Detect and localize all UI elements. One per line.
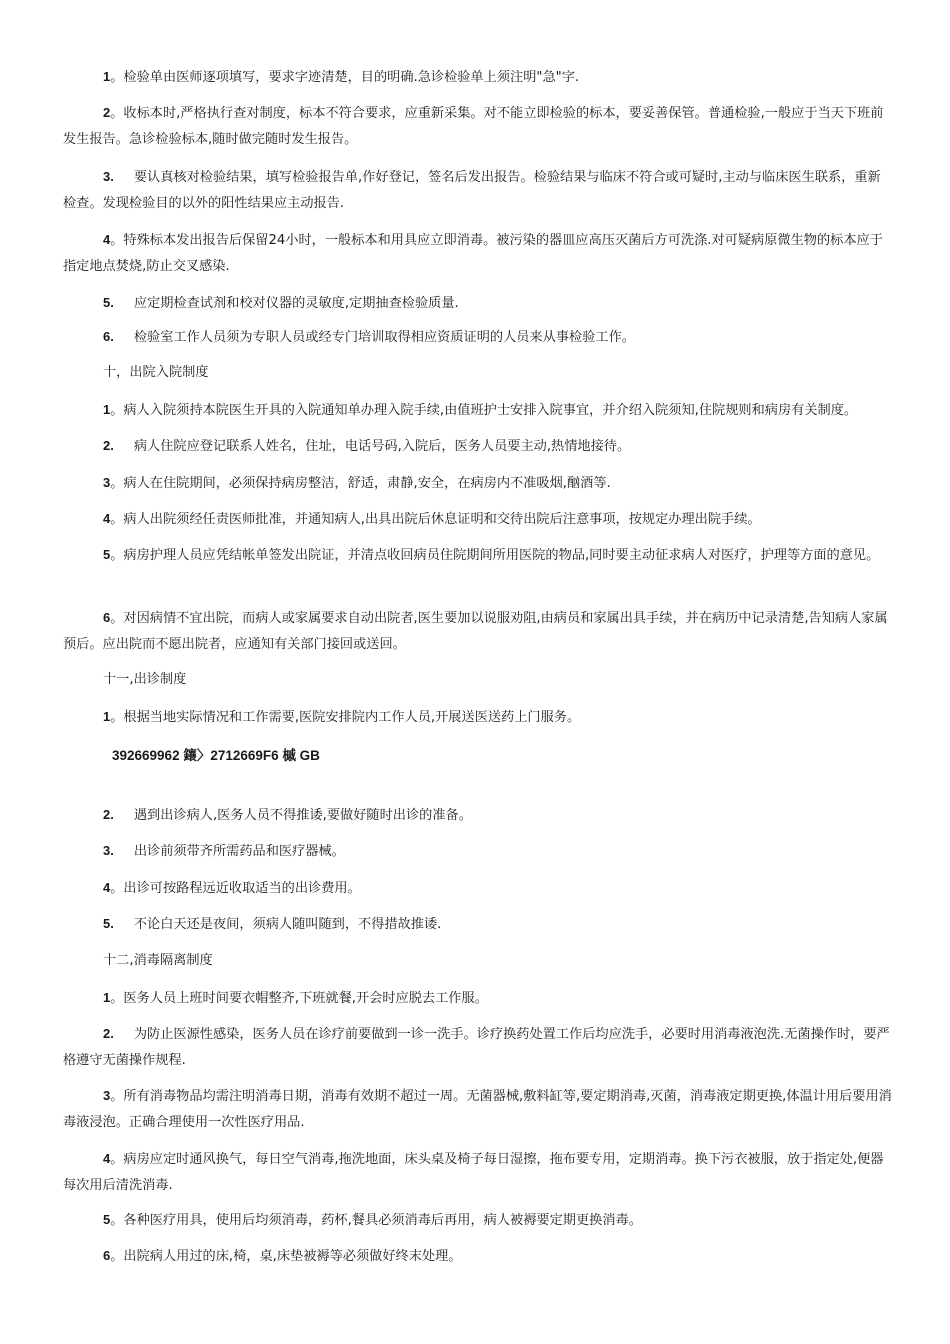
rule-item xyxy=(63,64,893,91)
item-text: 。病人入院须持本院医生开具的入院通知单办理入院手续,由值班护士安排入院事宜，并介绍入院须知,住院规则和病房有关制度。 xyxy=(110,403,858,418)
item-text: 遇到出诊病人,医务人员不得推诿,要做好随时出诊的准备。 xyxy=(133,808,472,823)
item-text: 。病房应定时通风换气，每日空气消毒,拖洗地面，床头桌及椅子每日湿擦，拖布要专用，定期消毒。换下污衣被服，放于指定处,便器每次用后清洗消毒. xyxy=(63,1152,884,1193)
item-text: 。出诊可按路程远近收取适当的出诊费用。 xyxy=(110,881,361,896)
section-heading: 十，出院入院制度 xyxy=(103,365,209,380)
rule-item xyxy=(63,1207,893,1234)
item-number: 4 xyxy=(103,1151,111,1166)
rule-item xyxy=(63,542,893,569)
item-text: 。检验单由医师逐项填写，要求字迹清楚，目的明确.急诊检验单上须注明"急"字. xyxy=(110,70,580,85)
item-text: 。病人在住院期间，必须保持病房整洁，舒适，肃静,安全，在病房内不准吸烟,酗酒等. xyxy=(110,476,611,491)
item-number: 3. xyxy=(103,843,114,858)
item-number: 1 xyxy=(103,69,111,84)
item-number: 5 xyxy=(103,1212,111,1227)
rule-item xyxy=(63,1146,893,1199)
rule-item xyxy=(63,1083,893,1136)
rule-item xyxy=(63,164,893,217)
item-text: 。病人出院须经任责医师批准，并通知病人,出具出院后休息证明和交待出院后注意事项，按规定办理出院手续。 xyxy=(110,512,761,527)
item-number: 1 xyxy=(103,990,111,1005)
rule-item xyxy=(63,911,893,938)
rule-item xyxy=(63,875,893,902)
rule-item xyxy=(63,1243,893,1270)
rule-item xyxy=(63,704,893,731)
rule-item xyxy=(63,397,893,424)
rule-item xyxy=(63,100,893,153)
item-text: 。医务人员上班时间要衣帽整齐,下班就餐,开会时应脱去工作服。 xyxy=(110,991,488,1006)
item-number: 6 xyxy=(103,610,111,625)
item-text: 。对因病情不宜出院，而病人或家属要求自动出院者,医生要加以说服劝阻,由病员和家属出具手续，并在病历中记录清楚,告知病人家属预后。应出院而不愿出院者，应通知有关部门接回或送回。 xyxy=(63,611,888,652)
item-number: 1 xyxy=(103,709,111,724)
item-number: 2. xyxy=(103,1026,114,1041)
item-number: 3 xyxy=(103,1088,111,1103)
item-text: 。出院病人用过的床,椅，桌,床垫被褥等必须做好终末处理。 xyxy=(110,1249,462,1264)
item-text: 。病房护理人员应凭结帐单签发出院证，并清点收回病员住院期间所用医院的物品,同时要主动征求病人对医疗，护理等方面的意见。 xyxy=(110,548,880,563)
item-text: 要认真核对检验结果，填写检验报告单,作好登记，签名后发出报告。检验结果与临床不符合或可疑时,主动与临床医生联系，重新检查。发现检验目的以外的阳性结果应主动报告. xyxy=(63,170,881,211)
item-number: 6 xyxy=(103,1248,111,1263)
item-number: 5. xyxy=(103,916,114,931)
item-number: 1 xyxy=(103,402,111,417)
rule-item xyxy=(63,433,893,460)
document-code: 392669962 鑲〉2712669F6 槭 GB xyxy=(112,748,320,763)
rule-item xyxy=(63,324,893,351)
item-number: 3. xyxy=(103,169,114,184)
item-number: 2. xyxy=(103,807,114,822)
rule-item xyxy=(63,985,893,1012)
rule-item xyxy=(63,802,893,829)
item-text: 出诊前须带齐所需药品和医疗器械。 xyxy=(133,844,345,859)
rule-item xyxy=(63,506,893,533)
item-text: 应定期检查试剂和校对仪器的灵敏度,定期抽查检验质量. xyxy=(133,296,459,311)
item-text: 检验室工作人员须为专职人员或经专门培训取得相应资质证明的人员来从事检验工作。 xyxy=(133,330,635,345)
item-text: 病人住院应登记联系人姓名，住址，电话号码,入院后，医务人员要主动,热情地接待。 xyxy=(133,439,631,454)
item-number: 6. xyxy=(103,329,114,344)
item-number: 2 xyxy=(103,105,111,120)
item-text: 为防止医源性感染，医务人员在诊疗前要做到一诊一洗手。诊疗换药处置工作后均应洗手，必要时用消毒液泡洗.无菌操作时，要严格遵守无菌操作规程. xyxy=(63,1027,890,1068)
item-number: 2. xyxy=(103,438,114,453)
section-heading: 十二,消毒隔离制度 xyxy=(103,953,213,968)
rule-item xyxy=(63,290,893,317)
rule-item xyxy=(63,838,893,865)
item-text: 。各种医疗用具，使用后均须消毒，药杯,餐具必须消毒后再用，病人被褥要定期更换消毒。 xyxy=(110,1213,642,1228)
item-text: 。所有消毒物品均需注明消毒日期，消毒有效期不超过一周。无菌器械,敷料缸等,要定期消毒,灭菌，消毒液定期更换,体温计用后要用消毒液浸泡。正确合理使用一次性医疗用品. xyxy=(63,1089,892,1130)
item-number: 3 xyxy=(103,475,111,490)
rule-item xyxy=(63,1021,893,1074)
rule-item xyxy=(63,227,893,280)
item-number: 4 xyxy=(103,232,111,247)
item-text: 。根据当地实际情况和工作需要,医院安排院内工作人员,开展送医送药上门服务。 xyxy=(110,710,581,725)
item-number: 4 xyxy=(103,880,111,895)
rule-item xyxy=(63,470,893,497)
item-text: 不论白天还是夜间，须病人随叫随到，不得措故推诿. xyxy=(133,917,442,932)
rule-item xyxy=(63,605,893,658)
section-heading: 十一,出诊制度 xyxy=(103,672,187,687)
item-number: 4 xyxy=(103,511,111,526)
item-number: 5 xyxy=(103,547,111,562)
item-text: 。收标本时,严格执行查对制度，标本不符合要求，应重新采集。对不能立即检验的标本，要妥善保管。普通检验,一般应于当天下班前发生报告。急诊检验标本,随时做完随时发生报告。 xyxy=(63,106,884,147)
item-text: 。特殊标本发出报告后保留24小时，一般标本和用具应立即消毒。被污染的器皿应高压灭菌后方可洗涤.对可疑病原微生物的标本应于指定地点焚烧,防止交叉感染. xyxy=(63,233,883,274)
item-number: 5. xyxy=(103,295,114,310)
